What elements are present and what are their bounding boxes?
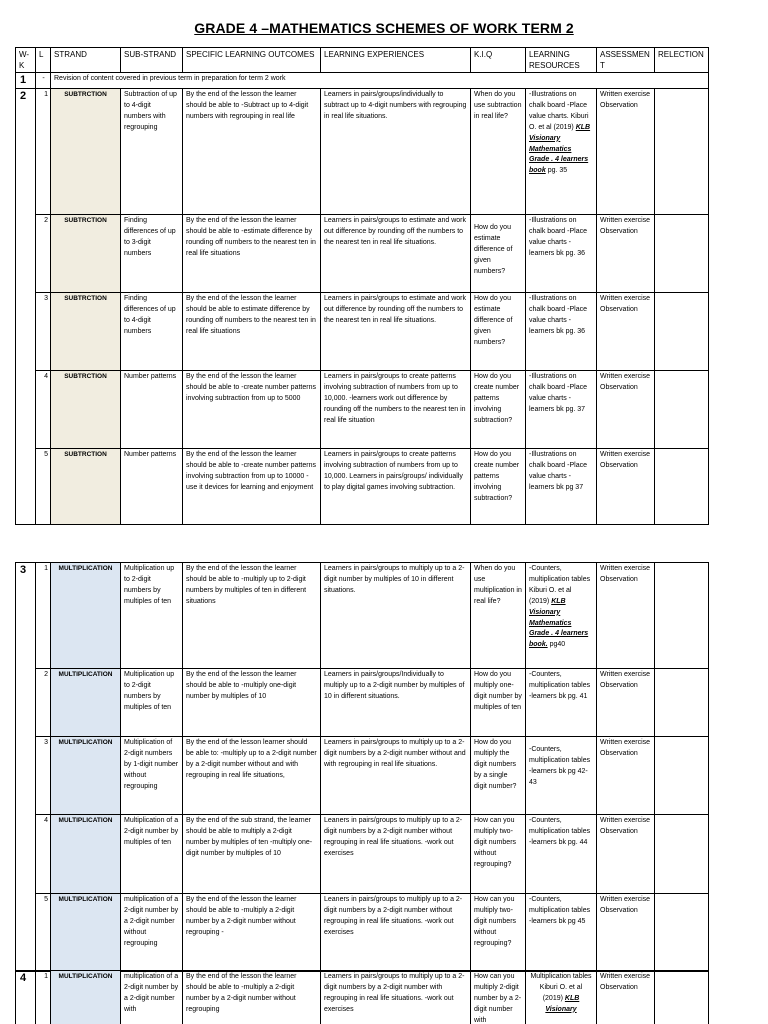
slo-cell: By the end of the lesson the learner should be able to -multiply one-digit number by multiples of 10 [183, 669, 321, 737]
le-cell: Learners in pairs/groups to multiply up to a 2-digit number by multiples of 10 in different situations. [321, 563, 471, 669]
lr-cell: -Counters, multiplication tables -learners bk pg. 41 [526, 669, 597, 737]
strand-cell: MULTIPLICATION [51, 971, 121, 1024]
le-cell: Learners in pairs/groups to estimate and work out difference by rounding off the numbers to the nearest ten in real life situations. [321, 293, 471, 371]
week-number: 1 [16, 73, 36, 89]
lr-text: Multiplication tables [530, 973, 592, 980]
reflection-cell [655, 215, 709, 293]
le-cell: Learners in pairs/groups/Individually to multiply up to a 2-digit number by multiples of 10 in different situations. [321, 669, 471, 737]
lr-book: KLB Visionary Mathematics Grade . 4 learners book. [529, 597, 589, 649]
kiq-cell: How do you multiply one-digit number by multiples of ten [471, 669, 526, 737]
lr-cell [526, 563, 597, 669]
substrand-cell: Number patterns [121, 449, 183, 525]
substrand-cell: Multiplication of a 2-digit number by multiples of ten [121, 815, 183, 894]
lr-cell: -Counters, multiplication tables -learners bk pg 45 [526, 894, 597, 972]
lr-text: -Counters, multiplication tables [529, 565, 591, 583]
assessment-cell: Written exercise Observation [597, 894, 655, 972]
lesson-number: - [36, 73, 51, 89]
reflection-cell [655, 669, 709, 737]
table-row [16, 371, 709, 449]
strand-cell: MULTIPLICATION [51, 563, 121, 669]
table-row [16, 669, 709, 737]
table-row [16, 971, 709, 1024]
substrand-cell: Multiplication of 2-digit numbers by 1-digit number without regrouping [121, 737, 183, 815]
slo-cell: By the end of the lesson the learner should be able to -Subtract up to 4-digit numbers with regrouping in real life [183, 89, 321, 215]
substrand-cell: Subtraction of up to 4-digit numbers with regrouping [121, 89, 183, 215]
strand-cell: SUBTRCTION [51, 293, 121, 371]
lr-cell [526, 971, 597, 1024]
lr-page: pg40 [549, 641, 566, 649]
slo-cell: By the end of the lesson the learner should be able to -multiply up to 2-digit numbers by multiples of ten in different situations [183, 563, 321, 669]
slo-cell: By the end of the lesson the learner should be able to -create number patterns involving subtraction from up to 5000 [183, 371, 321, 449]
lesson-number: 2 [36, 669, 51, 737]
lr-cell: -Illustrations on chalk board -Place value charts -learners bk pg 37 [526, 449, 597, 525]
slo-cell: By the end of the lesson the learner should be able to -estimate difference by rounding off numbers to the nearest ten in real life situations [183, 215, 321, 293]
assessment-cell: Written exercise Observation [597, 89, 655, 215]
assessment-cell: Written exercise Observation [597, 563, 655, 669]
strand-cell: SUBTRCTION [51, 371, 121, 449]
assessment-cell: Written exercise Observation [597, 815, 655, 894]
table-row [16, 449, 709, 525]
lesson-number: 1 [36, 89, 51, 215]
lesson-number: 5 [36, 894, 51, 972]
scheme-table-week-3 [15, 562, 709, 972]
table-row [16, 737, 709, 815]
strand-cell: MULTIPLICATION [51, 669, 121, 737]
le-cell: Learners in pairs/groups/individually to subtract up to 4-digit numbers with regrouping in real life situations. [321, 89, 471, 215]
assessment-cell: Written exercise Observation [597, 215, 655, 293]
substrand-cell: Finding differences of up to 3-digit numbers [121, 215, 183, 293]
substrand-cell: Number patterns [121, 371, 183, 449]
lr-text: -Illustrations on chalk board -Place value charts. [529, 91, 587, 120]
reflection-cell [655, 293, 709, 371]
lr-cell: -Illustrations on chalk board -Place value charts -learners bk pg. 36 [526, 215, 597, 293]
substrand-cell: Multiplication up to 2-digit numbers by multiples of ten [121, 563, 183, 669]
revision-text: Revision of content covered in previous term in preparation for term 2 work [51, 73, 709, 89]
lesson-number: 1 [36, 971, 51, 1024]
header-le: LEARNING EXPERIENCES [321, 48, 471, 73]
table-row [16, 563, 709, 669]
le-cell: Learners in pairs/groups to create patterns involving subtraction of numbers from up to 10,000. -learners work out difference by rounding off the numbers to the nearest ten in real life situation [321, 371, 471, 449]
table-row [16, 894, 709, 972]
week-number: 2 [16, 89, 36, 525]
header-row [16, 48, 709, 73]
kiq-cell: How do you create number patterns involving subtraction? [471, 449, 526, 525]
week-number: 4 [16, 971, 36, 1024]
assessment-cell: Written exercise Observation [597, 449, 655, 525]
lr-cell: -Illustrations on chalk board -Place value charts -learners bk pg. 36 [526, 293, 597, 371]
week-number: 3 [16, 563, 36, 972]
kiq-cell: How do you create number patterns involving subtraction? [471, 371, 526, 449]
kiq-cell: When do you use subtraction in real life? [471, 89, 526, 215]
header-reflection: RELECTION [655, 48, 709, 73]
slo-cell: By the end of the lesson the learner should be able to -multiply a 2-digit number by a 2-digit number without regrouping - [183, 894, 321, 972]
table-row [16, 293, 709, 371]
assessment-cell: Written exercise Observation [597, 669, 655, 737]
lr-cell: -Counters, multiplication tables -learners bk pg. 44 [526, 815, 597, 894]
substrand-cell: multiplication of a 2-digit number by a 2-digit number without regrouping [121, 894, 183, 972]
substrand-cell: Multiplication up to 2-digit numbers by multiples of ten [121, 669, 183, 737]
lr-cell: -Counters, multiplication tables -learners bk pg 42-43 [526, 737, 597, 815]
assessment-cell: Written exercise Observation [597, 293, 655, 371]
lr-cell: -Illustrations on chalk board -Place value charts -learners bk pg. 37 [526, 371, 597, 449]
lesson-number: 4 [36, 371, 51, 449]
kiq-cell: How do you multiply the digit numbers by a single digit number? [471, 737, 526, 815]
le-cell: Learners in pairs/groups to multiply up to a 2-digit numbers by a 2-digit number without and with regrouping in real life situations. [321, 737, 471, 815]
slo-cell: By the end of the lesson the learner should be able to -create number patterns involving subtraction from up to 10000 -use it devices for learning and enjoyment [183, 449, 321, 525]
header-slo: SPECIFIC LEARNING OUTCOMES [183, 48, 321, 73]
lesson-number: 1 [36, 563, 51, 669]
lr-reference: Kiburi O. et al (2019) [539, 983, 583, 1002]
lesson-number: 2 [36, 215, 51, 293]
lesson-number: 4 [36, 815, 51, 894]
reflection-cell [655, 371, 709, 449]
slo-cell: By the end of the lesson learner should be able to: -multiply up to a 2-digit number by a 2-digit number without and with regrouping in real life situations, [183, 737, 321, 815]
table-row [16, 89, 709, 215]
strand-cell: MULTIPLICATION [51, 894, 121, 972]
strand-cell: MULTIPLICATION [51, 815, 121, 894]
substrand-cell: multiplication of a 2-digit number by a 2-digit number with [121, 971, 183, 1024]
header-assessment: ASSESSMENT [597, 48, 655, 73]
assessment-cell: Written exercise Observation [597, 737, 655, 815]
scheme-table-week-4 [15, 970, 709, 1024]
strand-cell: SUBTRCTION [51, 215, 121, 293]
lr-book: KLB Visionary Mathematics Grade . 4 learners book [529, 123, 591, 175]
header-lr: LEARNING RESOURCES [526, 48, 597, 73]
le-cell: Leaners in pairs/groups to multiply up to a 2-digit numbers by a 2-digit number without regrouping in real life situations. -work out exercises [321, 815, 471, 894]
strand-cell: SUBTRCTION [51, 89, 121, 215]
page-title: GRADE 4 –MATHEMATICS SCHEMES OF WORK TERM 2 [194, 20, 574, 36]
strand-cell: MULTIPLICATION [51, 737, 121, 815]
reflection-cell [655, 737, 709, 815]
le-cell: Learners in pairs/groups to estimate and work out difference by rounding off the numbers to the nearest ten in real life situations. [321, 215, 471, 293]
kiq-cell: How do you estimate difference of given numbers? [471, 215, 526, 293]
kiq-cell: How can you multiply 2-digit number by a 2-digit number with [471, 971, 526, 1024]
substrand-cell: Finding differences of up to 4-digit numbers [121, 293, 183, 371]
lesson-number: 5 [36, 449, 51, 525]
strand-cell: SUBTRCTION [51, 449, 121, 525]
table-row [16, 815, 709, 894]
table-row-week1 [16, 73, 709, 89]
lr-cell [526, 89, 597, 215]
le-cell: Learners in pairs/groups to multiply up to a 2-digit numbers by a 2-digit number with regrouping in real life situations. -work out exercises [321, 971, 471, 1024]
slo-cell: By the end of the lesson the learner should be able to estimate difference by rounding off numbers to the nearest ten in real life situations [183, 293, 321, 371]
reflection-cell [655, 815, 709, 894]
kiq-cell: How do you estimate difference of given numbers? [471, 293, 526, 371]
reflection-cell [655, 894, 709, 972]
scheme-table-weeks-1-2 [15, 47, 709, 525]
header-strand: STRAND [51, 48, 121, 73]
lesson-number: 3 [36, 293, 51, 371]
assessment-cell: Written exercise Observation [597, 371, 655, 449]
header-kiq: K.I.Q [471, 48, 526, 73]
kiq-cell: When do you use multiplication in real life? [471, 563, 526, 669]
header-wk: W-K [16, 48, 36, 73]
header-l: L [36, 48, 51, 73]
le-cell: Leaners in pairs/groups to multiply up to a 2-digit numbers by a 2-digit number without regrouping in real life situations. -work out exercises [321, 894, 471, 972]
reflection-cell [655, 563, 709, 669]
assessment-cell: Written exercise Observation [597, 971, 655, 1024]
reflection-cell [655, 89, 709, 215]
le-cell: Learners in pairs/groups to create patterns involving subtraction of numbers from up to 10,000. Learners in pairs/groups/ individually to play digital games involving subtraction. [321, 449, 471, 525]
slo-cell: By the end of the lesson the learner should be able to -multiply a 2-digit number by a 2-digit number without regrouping [183, 971, 321, 1024]
lr-reference: Kiburi O. et al (2019) [529, 586, 572, 605]
lesson-number: 3 [36, 737, 51, 815]
reflection-cell [655, 971, 709, 1024]
kiq-cell: How can you multiply two-digit numbers without regrouping? [471, 815, 526, 894]
kiq-cell: How can you multiply two-digit numbers without regrouping? [471, 894, 526, 972]
lr-reference: Kiburi O. et al (2019) [529, 112, 589, 131]
table-row [16, 215, 709, 293]
lr-page: pg. 35 [547, 167, 568, 175]
header-substrand: SUB-STRAND [121, 48, 183, 73]
lr-book: KLB Visionary [545, 994, 580, 1013]
reflection-cell [655, 449, 709, 525]
slo-cell: By the end of the sub strand, the learner should be able to multiply a 2-digit number by multiples of ten -multiply one-digit number by multiples of 10 [183, 815, 321, 894]
